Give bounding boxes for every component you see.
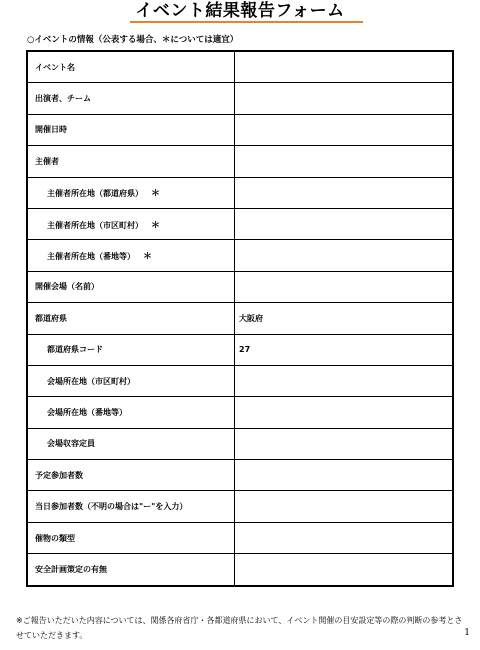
table-row: [27, 365, 453, 396]
title-underline: [130, 21, 363, 23]
field-label-cell: [27, 51, 235, 83]
field-label-cell: [27, 240, 235, 271]
table-row: [27, 460, 453, 491]
table-row: [27, 146, 453, 177]
field-label: 会場所在地（番地等）: [47, 407, 127, 417]
field-label: 都道府県: [35, 313, 67, 323]
field-label-cell: [27, 114, 235, 145]
event-report-table: [26, 50, 454, 587]
field-value[interactable]: [235, 114, 454, 145]
field-label-cell: [27, 146, 235, 177]
field-label: 予定参加者数: [35, 470, 83, 480]
field-value[interactable]: [235, 240, 454, 271]
page-number: 1: [464, 628, 470, 638]
field-label: 催物の類型: [35, 533, 75, 543]
field-label-cell: [27, 428, 235, 459]
field-label: 主催者: [35, 156, 59, 166]
form-title: イベント結果報告フォーム: [135, 1, 345, 21]
field-value[interactable]: [235, 491, 454, 522]
field-label-cell: [27, 365, 235, 396]
field-label-cell: [27, 303, 235, 334]
table-row: [27, 240, 453, 271]
field-label-cell: [27, 177, 235, 208]
table-row: [27, 177, 453, 208]
optional-mark: ＊: [151, 189, 161, 200]
field-label-cell: [27, 491, 235, 522]
field-label-cell: [27, 83, 235, 114]
table-row: [27, 51, 453, 83]
table-row: [27, 428, 453, 459]
field-label: 会場所在地（市区町村）: [47, 376, 135, 386]
field-value[interactable]: [235, 177, 454, 208]
field-label: 主催者所在地（都道府県）: [47, 189, 143, 199]
optional-mark: ＊: [151, 220, 161, 231]
field-value[interactable]: [235, 397, 454, 428]
field-value[interactable]: [235, 83, 454, 114]
field-label: 開催会場（名前）: [35, 282, 99, 292]
field-value[interactable]: 大阪府: [235, 303, 454, 334]
table-row: [27, 114, 453, 145]
field-value[interactable]: [235, 208, 454, 239]
table-row: [27, 522, 453, 553]
field-value[interactable]: [235, 146, 454, 177]
footnote: ※ご報告いただいた内容については、関係各府省庁・各都道府県において、イベント開催の目安設定等の際の判断の参考とさせていただきます。: [16, 616, 463, 640]
field-value[interactable]: [235, 522, 454, 553]
field-label-cell: [27, 334, 235, 365]
field-value[interactable]: 27: [235, 334, 454, 365]
optional-mark: ＊: [143, 252, 153, 263]
table-row: [27, 208, 453, 239]
field-label: 安全計画策定の有無: [35, 564, 107, 574]
field-value[interactable]: [235, 554, 454, 586]
table-row: [27, 271, 453, 302]
field-value[interactable]: [235, 460, 454, 491]
table-row: [27, 334, 453, 365]
table-row: [27, 554, 453, 586]
table-row: [27, 397, 453, 428]
field-value[interactable]: [235, 51, 454, 83]
field-label-cell: [27, 397, 235, 428]
field-label-cell: [27, 554, 235, 586]
field-label: 主催者所在地（番地等）: [47, 252, 135, 262]
field-label: 会場収容定員: [47, 439, 95, 449]
field-label: 出演者、チーム: [35, 94, 91, 104]
table-row: [27, 83, 453, 114]
field-label: 開催日時: [35, 125, 67, 135]
table-row: [27, 303, 453, 334]
section-heading: ○イベントの情報（公表する場合、＊については適宜）: [27, 35, 239, 45]
field-label: 当日参加者数（不明の場合は"ー"を入力）: [35, 502, 188, 512]
field-label: 主催者所在地（市区町村）: [47, 220, 143, 230]
table-row: [27, 491, 453, 522]
field-label-cell: [27, 522, 235, 553]
field-value[interactable]: [235, 271, 454, 302]
field-label-cell: [27, 271, 235, 302]
field-value[interactable]: [235, 428, 454, 459]
field-label-cell: [27, 460, 235, 491]
field-label: 都道府県コード: [47, 345, 103, 355]
field-label: イベント名: [35, 62, 75, 72]
field-label-cell: [27, 208, 235, 239]
field-value[interactable]: [235, 365, 454, 396]
